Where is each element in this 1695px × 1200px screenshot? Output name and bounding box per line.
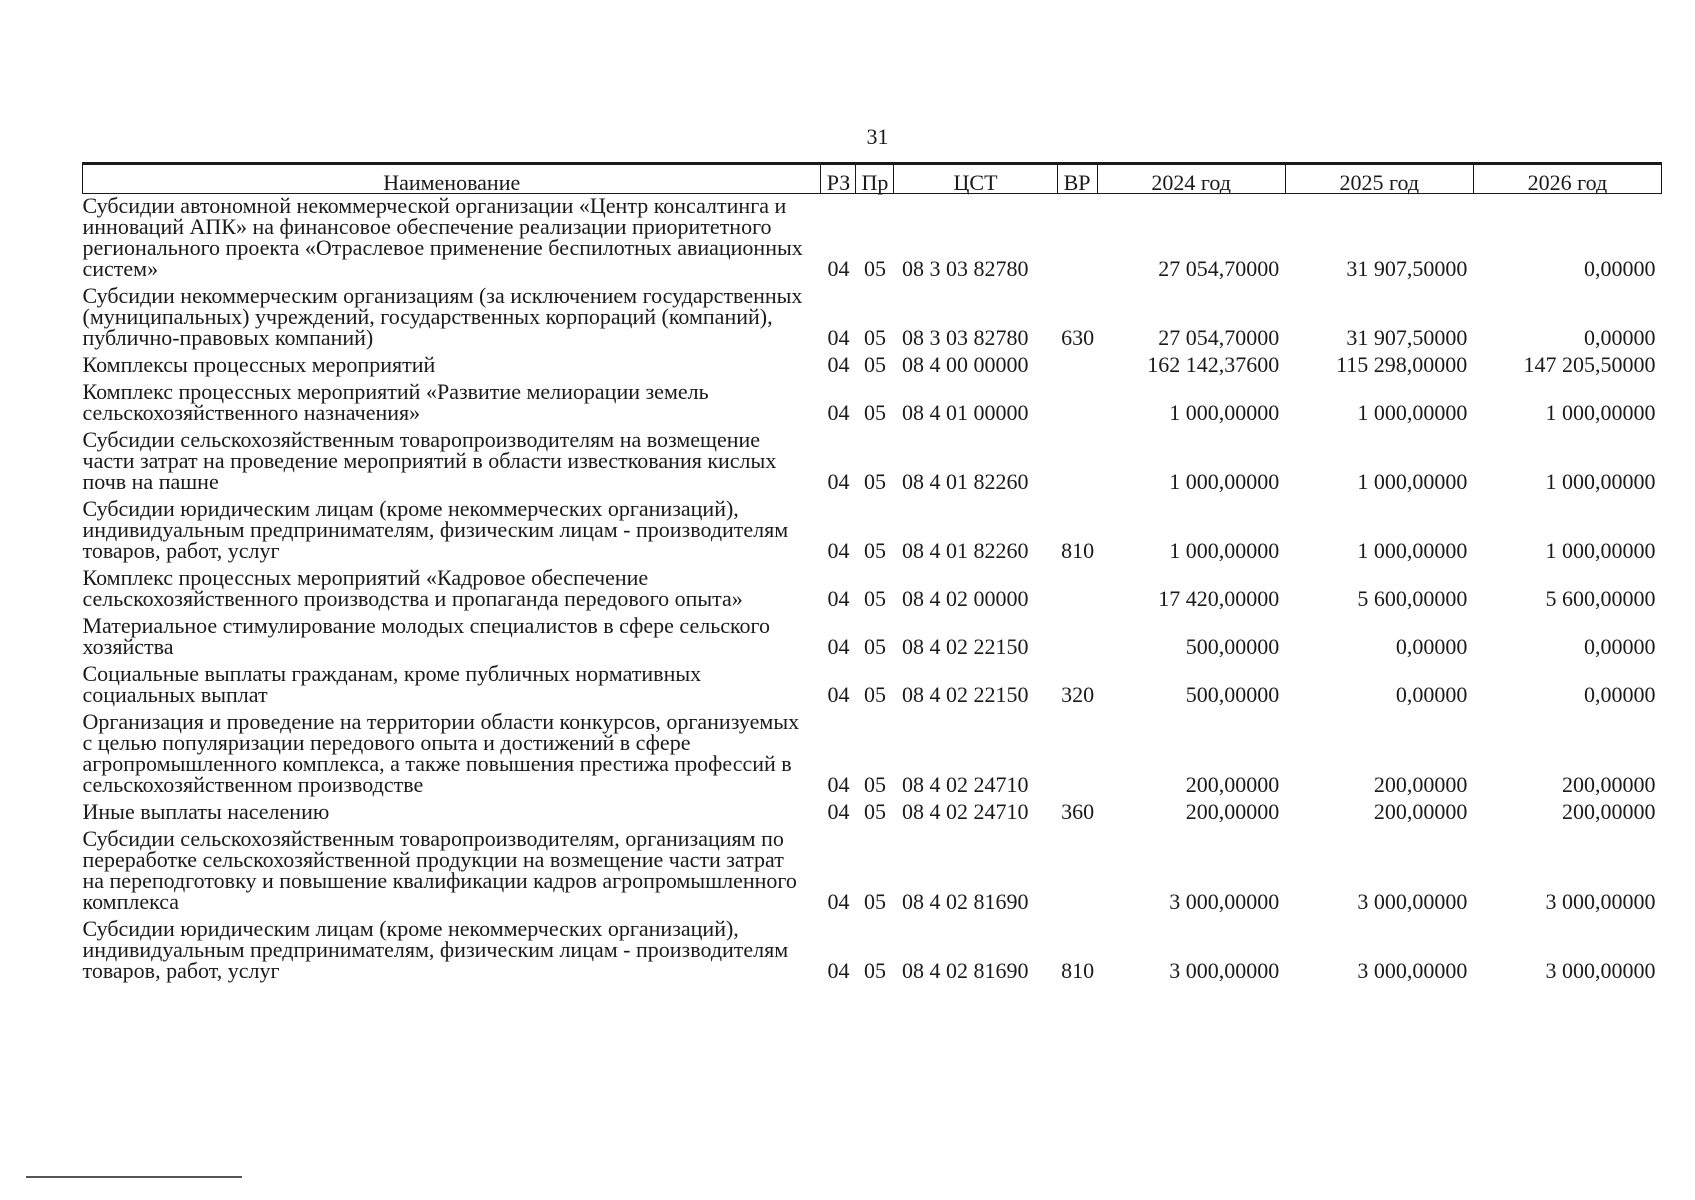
row-2026: 200,00000 (1562, 772, 1656, 797)
row-2025: 1 000,00000 (1357, 400, 1468, 425)
row-cst: 08 4 02 22150 (901, 634, 1029, 659)
row-name: Материальное стимулирование молодых специалистов в сфере сельского хозяйства (82, 613, 771, 659)
row-name: Субсидии автономной некоммерческой организации «Центр консалтинга и инноваций АПК» на финансовое обеспечение реализации приоритетного регионального проекта «Отраслевое применение беспилотных авиационных систем» (82, 193, 803, 281)
row-pr: 05 (863, 256, 886, 281)
budget-table (82, 162, 1662, 986)
row-2026: 147 205,50000 (1523, 352, 1656, 377)
row-2025: 0,00000 (1395, 634, 1468, 659)
row-name: Субсидии юридическим лицам (кроме некоммерческих организаций), индивидуальным предпринимателям, физическим лицам - производителям товаров, работ, услуг (82, 916, 789, 983)
row-2024: 500,00000 (1185, 682, 1280, 707)
row-pr: 05 (863, 352, 886, 377)
row-2026: 200,00000 (1562, 799, 1656, 824)
table-row (83, 827, 1662, 917)
table-row (83, 284, 1662, 353)
row-cst: 08 3 03 82780 (901, 256, 1029, 281)
row-2026: 1 000,00000 (1545, 400, 1656, 425)
row-2024: 17 420,00000 (1158, 586, 1280, 611)
row-name: Субсидии некоммерческим организациям (за исключением государственных (муниципальных) учреждений, государственных корпораций (компаний), публично-правовых компаний) (82, 283, 803, 350)
row-vr (1057, 566, 1097, 614)
row-name: Иные выплаты населению (82, 799, 330, 824)
row-name: Комплекс процессных мероприятий «Кадровое обеспечение сельскохозяйственного производства и пропаганда передового опыта» (82, 565, 743, 611)
row-2026: 1 000,00000 (1545, 469, 1656, 494)
row-2025: 200,00000 (1373, 772, 1468, 797)
row-2026: 5 600,00000 (1545, 586, 1656, 611)
row-pr: 05 (863, 400, 886, 425)
header-pr: Пр (856, 164, 894, 194)
row-rz: 04 (827, 958, 850, 983)
row-pr: 05 (863, 538, 886, 563)
row-vr: 810 (1061, 538, 1095, 563)
row-rz: 04 (827, 256, 850, 281)
row-pr: 05 (863, 586, 886, 611)
row-rz: 04 (827, 889, 850, 914)
row-2025: 1 000,00000 (1357, 469, 1468, 494)
row-vr: 320 (1061, 682, 1095, 707)
row-pr: 05 (863, 958, 886, 983)
row-2024: 3 000,00000 (1169, 958, 1280, 983)
table-row (83, 662, 1662, 710)
row-2025: 3 000,00000 (1357, 958, 1468, 983)
row-2024: 27 054,70000 (1158, 325, 1280, 350)
row-rz: 04 (827, 799, 850, 824)
row-vr: 810 (1061, 958, 1095, 983)
row-2025: 200,00000 (1373, 799, 1468, 824)
row-2024: 200,00000 (1185, 772, 1280, 797)
row-2024: 500,00000 (1185, 634, 1280, 659)
row-2026: 1 000,00000 (1545, 538, 1656, 563)
header-rz: РЗ (821, 164, 856, 194)
row-2026: 3 000,00000 (1545, 958, 1656, 983)
row-cst: 08 4 00 00000 (901, 352, 1029, 377)
row-vr (1057, 428, 1097, 497)
row-cst: 08 3 03 82780 (901, 325, 1029, 350)
row-2024: 162 142,37600 (1147, 352, 1280, 377)
row-pr: 05 (863, 634, 886, 659)
row-cst: 08 4 02 22150 (901, 682, 1029, 707)
row-2025: 115 298,00000 (1336, 352, 1468, 377)
header-2025: 2025 год (1285, 164, 1473, 194)
row-vr (1057, 380, 1097, 428)
table-row (83, 800, 1662, 827)
table-row (83, 380, 1662, 428)
row-vr: 360 (1061, 799, 1095, 824)
row-pr: 05 (863, 469, 886, 494)
row-rz: 04 (827, 586, 850, 611)
row-2025: 5 600,00000 (1357, 586, 1468, 611)
row-vr (1057, 194, 1097, 285)
row-2024: 1 000,00000 (1169, 469, 1280, 494)
row-name: Социальные выплаты гражданам, кроме публичных нормативных социальных выплат (82, 661, 702, 707)
row-2025: 31 907,50000 (1346, 256, 1468, 281)
header-2026: 2026 год (1473, 164, 1661, 194)
row-2026: 0,00000 (1584, 256, 1656, 281)
table-row (83, 353, 1662, 380)
row-pr: 05 (863, 682, 886, 707)
row-name: Комплекс процессных мероприятий «Развитие мелиорации земель сельскохозяйственного назначения» (82, 379, 709, 425)
row-2025: 31 907,50000 (1346, 325, 1468, 350)
row-2026: 0,00000 (1584, 325, 1656, 350)
row-2024: 3 000,00000 (1169, 889, 1280, 914)
row-vr (1057, 710, 1097, 800)
row-rz: 04 (827, 538, 850, 563)
row-cst: 08 4 02 81690 (901, 958, 1029, 983)
row-pr: 05 (863, 772, 886, 797)
row-rz: 04 (827, 352, 850, 377)
row-name: Комплексы процессных мероприятий (82, 352, 436, 377)
table-header-row (83, 164, 1662, 194)
row-pr: 05 (863, 325, 886, 350)
row-rz: 04 (827, 469, 850, 494)
table-row (83, 614, 1662, 662)
row-cst: 08 4 02 00000 (901, 586, 1029, 611)
row-2024: 27 054,70000 (1158, 256, 1280, 281)
row-2026: 0,00000 (1584, 634, 1656, 659)
row-cst: 08 4 02 81690 (901, 889, 1029, 914)
table-row (83, 194, 1662, 285)
row-rz: 04 (827, 634, 850, 659)
row-vr (1057, 353, 1097, 380)
row-rz: 04 (827, 682, 850, 707)
header-cst: ЦСТ (894, 164, 1057, 194)
row-2025: 0,00000 (1395, 682, 1468, 707)
header-name: Наименование (83, 164, 821, 194)
row-pr: 05 (863, 799, 886, 824)
row-cst: 08 4 01 82260 (901, 469, 1029, 494)
header-vr: ВР (1057, 164, 1097, 194)
row-cst: 08 4 02 24710 (901, 799, 1029, 824)
row-rz: 04 (827, 325, 850, 350)
row-pr: 05 (863, 889, 886, 914)
row-rz: 04 (827, 772, 850, 797)
row-rz: 04 (827, 400, 850, 425)
row-cst: 08 4 02 24710 (901, 772, 1029, 797)
row-vr (1057, 827, 1097, 917)
table-row (83, 497, 1662, 566)
header-2024: 2024 год (1097, 164, 1285, 194)
row-name: Субсидии юридическим лицам (кроме некоммерческих организаций), индивидуальным предпринимателям, физическим лицам - производителям товаров, работ, услуг (82, 496, 789, 563)
row-name: Субсидии сельскохозяйственным товаропроизводителям, организациям по переработке сельскохозяйственной продукции на возмещение части затрат на переподготовку и повышение квалификации кадров агропромышленного комплекса (82, 826, 797, 914)
row-2026: 3 000,00000 (1545, 889, 1656, 914)
row-2024: 1 000,00000 (1169, 400, 1280, 425)
row-name: Организация и проведение на территории области конкурсов, организуемых с целью популяризации передового опыта и достижений в сфере агропромышленного комплекса, а также повышения престижа профессий в сельскохозяйственном производстве (82, 709, 800, 797)
row-cst: 08 4 01 00000 (901, 400, 1029, 425)
row-2026: 0,00000 (1584, 682, 1656, 707)
page-number: 31 (866, 124, 889, 149)
table-row (83, 428, 1662, 497)
table-row (83, 566, 1662, 614)
footer-divider (26, 1176, 242, 1178)
row-2024: 1 000,00000 (1169, 538, 1280, 563)
row-vr (1057, 614, 1097, 662)
row-name: Субсидии сельскохозяйственным товаропроизводителям на возмещение части затрат на проведение мероприятий в области известкования кислых почв на пашне (82, 427, 777, 494)
row-2025: 1 000,00000 (1357, 538, 1468, 563)
table-row (83, 710, 1662, 800)
table-row (83, 917, 1662, 986)
row-vr: 630 (1061, 325, 1095, 350)
row-cst: 08 4 01 82260 (901, 538, 1029, 563)
row-2024: 200,00000 (1185, 799, 1280, 824)
row-2025: 3 000,00000 (1357, 889, 1468, 914)
